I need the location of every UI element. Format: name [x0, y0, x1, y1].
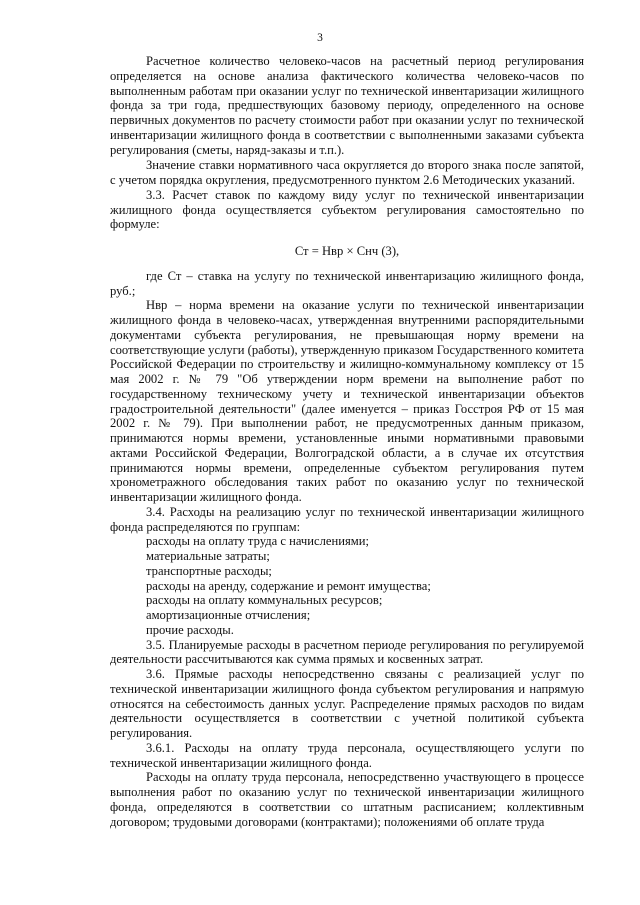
paragraph-labor-costs: Расходы на оплату труда персонала, непосредственно участвующего в процессе выполнения работ по оказанию услуг по технической инвентаризации жилищного фонда, определяются в соответствии со штатным расписанием; коллективным договором; трудовыми договорами (контрактами); положениями об оплате труда: [110, 770, 584, 829]
paragraph-st-definition: где Ст – ставка на услугу по технической инвентаризацию жилищного фонда, руб.;: [110, 268, 584, 298]
page-number: 3: [317, 32, 323, 44]
paragraph-3-6-1: 3.6.1. Расходы на оплату труда персонала, осуществляющего услуги по технической инвентаризации жилищного фонда.: [110, 740, 584, 770]
expense-groups-list: [110, 534, 584, 637]
paragraph-3-4: 3.4. Расходы на реализацию услуг по технической инвентаризации жилищного фонда распределяются по группам:: [110, 504, 584, 534]
list-item: расходы на оплату коммунальных ресурсов;: [146, 593, 383, 608]
paragraph-nvr-definition: Нвр – норма времени на оказание услуги по технической инвентаризации жилищного фонда в человеко-часах, утвержденная внутренними распорядительными документами субъекта регулирования, не превышающая норму времени на соответствующие услуги (работы), утвержденную приказом Государственного комитета Российской Федерации по строительству и жилищно-коммунальному комплексу от 15 мая 2002 г. № 79 "Об утверждении норм времени на выполнение работ по государственному техническому учету и технической инвентаризации объектов градостроительной деятельности" (далее именуется – приказ Госстроя РФ от 15 мая 2002 г. № 79). При выполнении работ, не предусмотренных данным приказом, принимаются нормы времени, установленные иными нормативными правовыми актами Российской Федерации, Волгоградской области, а в случае их отсутствия принимаются нормы времени, определенные субъектом регулирования путем хронометражного обследования таких работ по оказанию услуг по технической инвентаризации жилищного фонда.: [110, 298, 584, 504]
paragraph-3-3: 3.3. Расчет ставок по каждому виду услуг по технической инвентаризации жилищного фонда осуществляется субъектом регулирования самостоятельно по формуле:: [110, 187, 584, 232]
list-item: прочие расходы.: [146, 622, 234, 637]
list-item: материальные затраты;: [146, 549, 270, 563]
paragraph-3-6: 3.6. Прямые расходы непосредственно связаны с реализацией услуг по технической инвентаризации жилищного фонда субъектом регулирования и напрямую относятся на себестоимость данных услуг. Распределение прямых расходов по видам деятельности осуществляется в соответствии с учетной политикой субъекта регулирования.: [110, 667, 584, 740]
paragraph-rounding: Значение ставки нормативного часа округляется до второго знака после запятой, с учетом порядка округления, предусмотренного пунктом 2.6 Методических указаний.: [110, 158, 584, 187]
list-item: расходы на аренду, содержание и ремонт имущества;: [146, 578, 431, 593]
paragraph-man-hours: Расчетное количество человеко-часов на расчетный период регулирования определяется на основе анализа фактического количества человеко-часов по выполненным работам при оказании услуг по технической инвентаризации жилищного фонда за три года, предшествующих базовому периоду, определенного на основе первичных документов по расчету стоимости работ при оказании услуг по технической инвентаризации жилищного фонда в соответствии с выполненными заказами субъекта регулирования (сметы, наряд-заказы и т.п.).: [110, 54, 584, 157]
list-item: расходы на оплату труда с начислениями;: [146, 534, 369, 549]
list-item: транспортные расходы;: [146, 563, 272, 578]
paragraph-3-5: 3.5. Планируемые расходы в расчетном периоде регулирования по регулируемой деятельности рассчитываются как сумма прямых и косвенных затрат.: [110, 637, 584, 667]
formula-3: Ст = Нвр × Снч (3),: [294, 244, 400, 258]
document-body: [110, 54, 584, 829]
list-item: амортизационные отчисления;: [146, 608, 311, 622]
